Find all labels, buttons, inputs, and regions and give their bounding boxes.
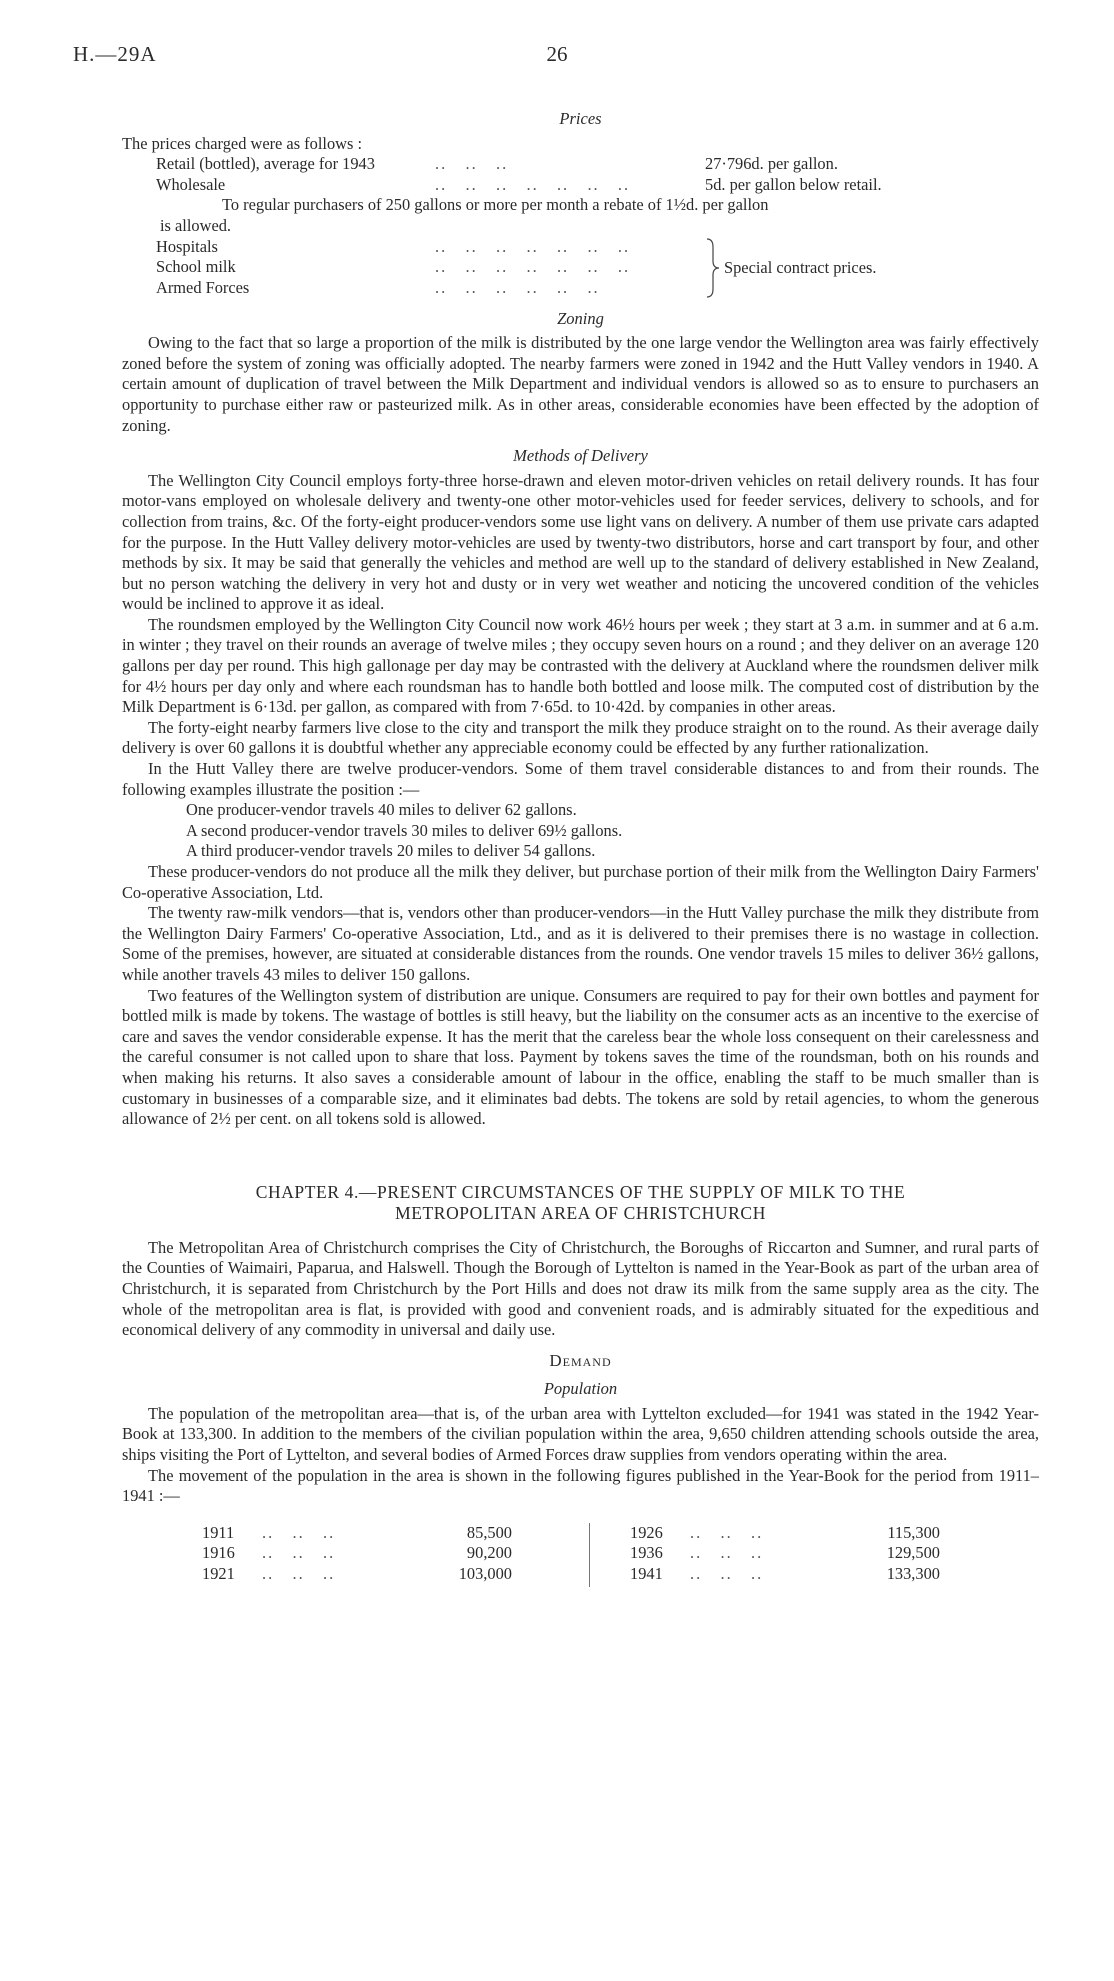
- example-item: One producer-vendor travels 40 miles to deliver 62 gallons.: [186, 800, 577, 820]
- price-row-retail: [122, 154, 1039, 175]
- table-row: [202, 1523, 532, 1544]
- contract-label: Hospitals: [156, 236, 218, 256]
- delivery-paragraph-5: These producer-vendors do not produce all the milk they deliver, but purchase portion of their milk from the Wellington Dairy Farmers' Co-operative Association, Ltd.: [122, 862, 1039, 902]
- year-cell: 1936: [630, 1543, 663, 1563]
- population-table: [122, 1523, 1039, 1589]
- rebate-note: To regular purchasers of 250 gallons or more per month a rebate of 1½d. per gallon: [222, 195, 769, 215]
- curly-brace-icon: [705, 237, 721, 299]
- leader-dots: .. .. ..: [690, 1522, 764, 1542]
- price-label: Retail (bottled), average for 1943: [156, 154, 375, 174]
- prices-heading: Prices: [559, 109, 602, 128]
- report-code: H.—29A: [73, 42, 157, 66]
- contract-row-hospitals: [122, 237, 1039, 258]
- price-value: 27·796d. per gallon.: [705, 154, 838, 174]
- delivery-paragraph-3: The forty-eight nearby farmers live close to the city and transport the milk they produce straight on to the round. As their average daily delivery is over 60 gallons it is doubtful whether any appreciable economy could be effected by any further rationalization.: [122, 717, 1039, 758]
- leader-dots: .. .. ..: [262, 1522, 336, 1542]
- year-cell: 1926: [630, 1522, 663, 1542]
- population-cell: 115,300: [887, 1522, 940, 1542]
- contract-row-school-milk: [122, 257, 1039, 278]
- table-row: [630, 1564, 960, 1585]
- leader-dots: .. .. ..: [262, 1543, 336, 1563]
- example-item: A second producer-vendor travels 30 miles to deliver 69½ gallons.: [186, 820, 623, 840]
- delivery-paragraph-6: The twenty raw-milk vendors—that is, vendors other than producer-vendors—in the Hutt Valley purchase the milk they distribute from the Wellington Dairy Farmers' Co-operative Association, Ltd., and as it is delivered to their premises there is no wastage in collection. Some of the premises, however, are situated at considerable distances from the rounds. One vendor travels 15 miles to deliver 36½ gallons, while another travels 43 miles to deliver 150 gallons.: [122, 903, 1039, 984]
- population-cell: 129,500: [886, 1543, 940, 1563]
- year-cell: 1911: [202, 1522, 235, 1542]
- table-row: [202, 1543, 532, 1564]
- contract-row-armed-forces: [122, 278, 1039, 299]
- rebate-note-cont: is allowed.: [160, 215, 232, 235]
- year-cell: 1941: [630, 1564, 663, 1584]
- leader-dots: .. .. ..: [435, 154, 509, 174]
- table-row: [202, 1564, 532, 1585]
- leader-dots: .. .. ..: [262, 1564, 336, 1584]
- page-body: [122, 105, 1039, 1589]
- chapter-title-line-2: METROPOLITAN AREA OF CHRISTCHURCH: [395, 1202, 766, 1223]
- delivery-paragraph-2: The roundsmen employed by the Wellington City Council now work 46½ hours per week ; they start at 3 a.m. in summer and at 6 a.m. in winter ; they travel on their rounds an average of twelve miles ; they occupy seven hours on a round ; and they deliver on an average 120 gallons per day per round. This high gallonage per day may be contrasted with the delivery at Auckland where the roundsmen deliver milk for 4½ hours per day only and where each roundsman has to handle both bottled and loose milk. The computed cost of distribution by the Milk Department is 6·13d. per gallon, as compared with from 7·65d. to 10·42d. by companies in other areas.: [122, 614, 1039, 717]
- delivery-paragraph-4: In the Hutt Valley there are twelve producer-vendors. Some of them travel considerable distances to and from their rounds. The following examples illustrate the position :—: [122, 759, 1039, 799]
- chapter-title-line-1: CHAPTER 4.—PRESENT CIRCUMSTANCES OF THE SUPPLY OF MILK TO THE: [255, 1181, 906, 1202]
- table-row: [630, 1523, 960, 1544]
- price-value: 5d. per gallon below retail.: [705, 174, 882, 194]
- population-cell: 133,300: [886, 1564, 940, 1584]
- population-cell: 103,000: [458, 1564, 512, 1584]
- population-cell: 90,200: [466, 1543, 512, 1563]
- chapter-heading: [122, 1182, 1039, 1224]
- population-column-right: [630, 1523, 960, 1585]
- contract-note: Special contract prices.: [724, 257, 877, 277]
- leader-dots: .. .. .. .. .. .. ..: [435, 174, 631, 194]
- delivery-heading: Methods of Delivery: [513, 446, 648, 466]
- leader-dots: .. .. ..: [690, 1564, 764, 1584]
- population-cell: 85,500: [466, 1522, 512, 1542]
- year-cell: 1921: [202, 1564, 235, 1584]
- example-item: A third producer-vendor travels 20 miles to deliver 54 gallons.: [186, 841, 596, 861]
- price-row-wholesale: [122, 175, 1039, 196]
- population-heading: Population: [543, 1379, 618, 1399]
- leader-dots: .. .. ..: [690, 1543, 764, 1563]
- page-number: 26: [546, 42, 568, 66]
- column-divider: [589, 1523, 590, 1587]
- population-paragraph-1: The population of the metropolitan area—that is, of the urban area with Lyttelton excluded—for 1941 was stated in the 1942 Year-Book at 133,300. In addition to the members of the civilian population within the area, 9,650 children attending schools outside the area, ships visiting the Port of Lyttelton, and several bodies of Armed Forces draw supplies from vendors operating within the area.: [122, 1403, 1039, 1465]
- delivery-paragraph-7: Two features of the Wellington system of distribution are unique. Consumers are required to pay for their own bottles and payment for bottled milk is made by tokens. The wastage of bottles is still heavy, but the liability on the consumer acts as an incentive to the exercise of care and saves the vendor considerable expense. It has the merit that the careless bear the whole loss consequent on their carelessness and the careful consumer is not called upon to share that loss. Payment by tokens saves the time of the roundsman, both on his rounds and when making his returns. It also saves a considerable amount of labour in the office, enabling the staff to be much smaller than is customary in businesses of a comparable size, and it eliminates bad debts. The tokens are sold by retail agencies, to whom the generous allowance of 2½ per cent. on all tokens sold is allowed.: [122, 985, 1039, 1129]
- zoning-paragraph: Owing to the fact that so large a proportion of the milk is distributed by the one large vendor the Wellington area was fairly effectively zoned before the system of zoning was officially adopted. The nearby farmers were zoned in 1942 and the Hutt Valley vendors in 1940. A certain amount of duplication of travel between the Milk Department and individual vendors is allowed so as to ensure to purchasers an opportunity to purchase either raw or pasteurized milk. As in other areas, considerable economies have been effected by the adoption of zoning.: [122, 333, 1039, 435]
- leader-dots: .. .. .. .. .. ..: [435, 277, 600, 297]
- leader-dots: .. .. .. .. .. .. ..: [435, 257, 631, 277]
- special-contract-group: [122, 237, 1039, 299]
- demand-heading: Demand: [549, 1350, 612, 1370]
- delivery-paragraph-1: The Wellington City Council employs forty-three horse-drawn and eleven motor-driven vehicles on retail delivery rounds. It has four motor-vans employed on wholesale delivery and twenty-one other motor-vehicles used for feeder services, delivery to schools, and for collection from trains, &c. Of the forty-eight producer-vendors some use light vans on delivery. A number of them use private cars adapted for the purpose. In the Hutt Valley delivery motor-vehicles are used by twenty-two distributors, horse and cart transport by four, and other methods by six. It may be said that generally the vehicles and method are well up to the standard of delivery established in New Zealand, but no person watching the delivery in very hot and dusty or in very wet weather and noticing the uncovered condition of the vehicles would be inclined to approve it as ideal.: [122, 470, 1039, 614]
- population-paragraph-2: The movement of the population in the area is shown in the following figures published in the Year-Book for the period from 1911–1941 :—: [122, 1465, 1039, 1506]
- chapter-paragraph-1: The Metropolitan Area of Christchurch comprises the City of Christchurch, the Boroughs of Riccarton and Sumner, and rural parts of the Counties of Waimairi, Paparua, and Halswell. Though the Borough of Lyttelton is named in the Year-Book as part of the urban area of Christchurch, it is separated from Christchurch by the Port Hills and does not draw its milk from the same supply area as the city. The whole of the metropolitan area is flat, is provided with good and convenient roads, and is admirably situated for the expeditious and economical delivery of any commodity in universal and daily use.: [122, 1237, 1039, 1340]
- price-label: Wholesale: [156, 174, 226, 194]
- leader-dots: .. .. .. .. .. .. ..: [435, 236, 631, 256]
- contract-label: Armed Forces: [156, 277, 250, 297]
- population-column-left: [202, 1523, 532, 1585]
- contract-label: School milk: [156, 257, 236, 277]
- table-row: [630, 1543, 960, 1564]
- prices-intro: The prices charged were as follows :: [122, 133, 363, 153]
- zoning-heading: Zoning: [557, 308, 604, 328]
- year-cell: 1916: [202, 1543, 235, 1563]
